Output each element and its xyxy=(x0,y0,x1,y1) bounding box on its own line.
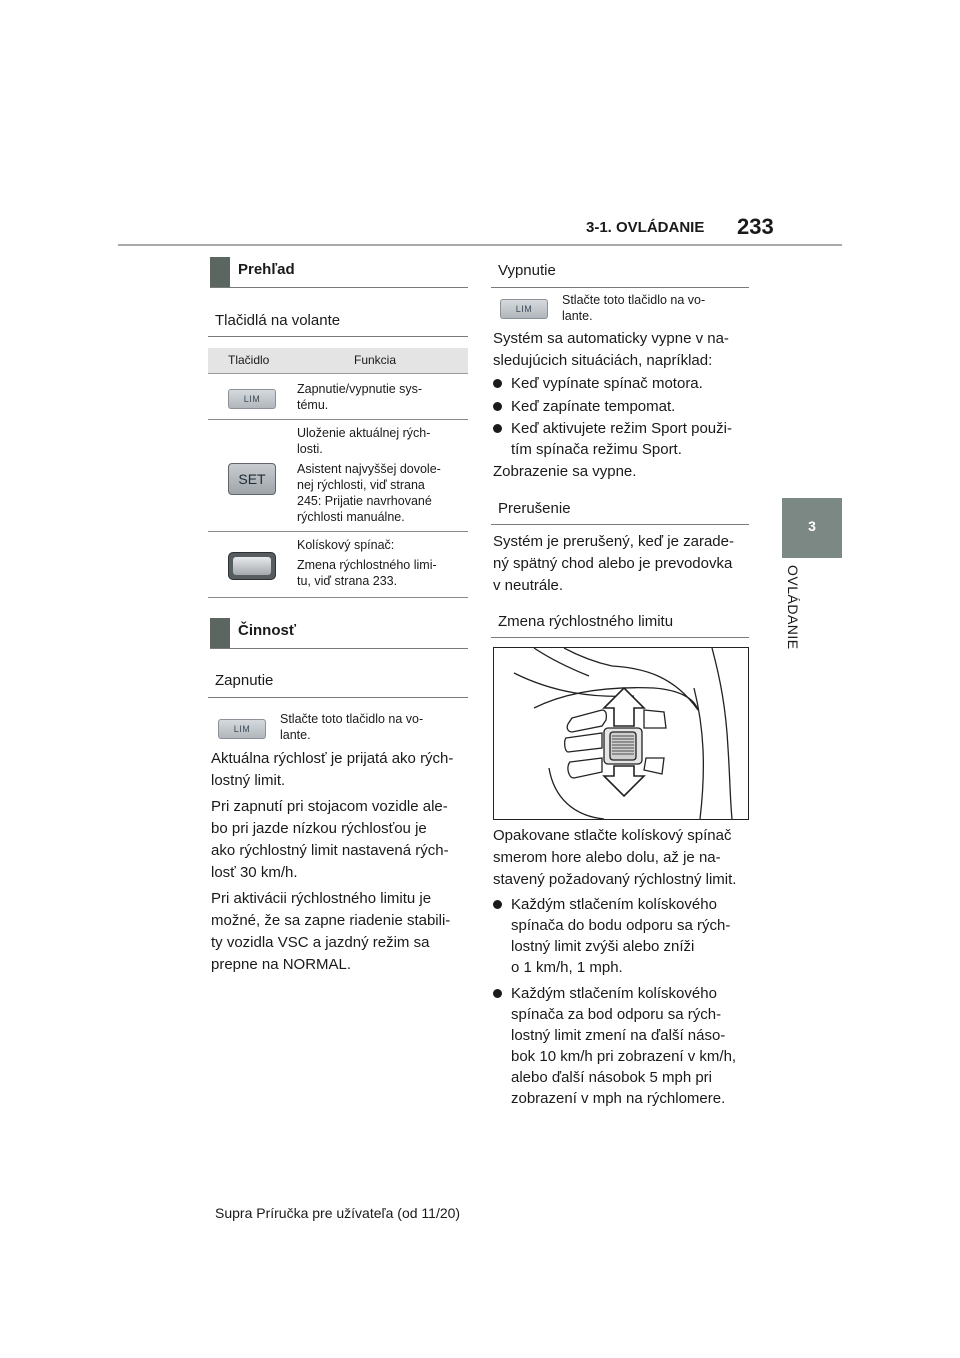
rocker-switch-icon xyxy=(228,552,276,580)
heading-cinnost-title: Činnosť xyxy=(238,622,297,639)
paragraph: Pri zapnutí pri stojacom vozidle ale- bo pri jazde nízkou rýchlosťou je ako rýchlostný limit nastavená rých- losť 30 km/h. xyxy=(211,798,449,881)
subhead-prerusenie: Prerušenie xyxy=(498,500,571,517)
section-title: 3-1. OVLÁDANIE xyxy=(586,219,705,236)
subhead-rule xyxy=(491,287,749,288)
table-bottom-rule xyxy=(208,597,468,598)
page-number: 233 xyxy=(737,214,774,239)
table-row-lim-function: Zapnutie/vypnutie sys- tému. xyxy=(297,382,423,412)
subhead-buttons: Tlačidlá na volante xyxy=(215,312,341,329)
col-header-button: Tlačidlo xyxy=(228,353,270,367)
heading-rule xyxy=(210,287,468,288)
heading-rule xyxy=(210,648,468,649)
subhead-zapnutie: Zapnutie xyxy=(215,672,274,689)
footer-text: Supra Príručka pre užívateľa (od 11/20) xyxy=(215,1205,461,1221)
steering-wheel-illustration xyxy=(493,647,749,820)
set-button-icon: SET xyxy=(228,463,276,495)
zapnutie-note: Stlačte toto tlačidlo na vo- lante. xyxy=(280,712,424,742)
list-item: Keď aktivujete režim Sport použi- tím spínača režimu Sport. xyxy=(493,418,753,460)
paragraph: Aktuálna rýchlosť je prijatá ako rých- lostný limit. xyxy=(211,750,454,789)
heading-prehlad xyxy=(210,257,468,287)
lim-button-icon: LIM xyxy=(228,389,276,409)
subhead-rule xyxy=(208,336,468,337)
chapter-label-text: OVLÁDANIE xyxy=(785,565,801,650)
heading-marker xyxy=(210,257,230,287)
subhead-rule xyxy=(491,637,749,638)
lim-button-icon: LIM xyxy=(218,719,266,739)
heading-marker xyxy=(210,618,230,648)
table-row-divider xyxy=(208,531,468,532)
col-header-function: Funkcia xyxy=(354,353,397,367)
heading-cinnost xyxy=(210,618,468,648)
vypnutie-note: Stlačte toto tlačidlo na vo- lante. xyxy=(562,293,706,323)
table-row-rocker-function: Kolískový spínač: Zmena rýchlostného limi- tu, viď strana 233. xyxy=(297,538,437,588)
subhead-zmena: Zmena rýchlostného limitu xyxy=(498,613,674,630)
lim-button-icon: LIM xyxy=(500,299,548,319)
paragraph: Zobrazenie sa vypne. xyxy=(493,463,637,480)
subhead-rule xyxy=(208,697,468,698)
table-row-divider xyxy=(208,419,468,420)
table-header xyxy=(208,348,468,374)
heading-prehlad-title: Prehľad xyxy=(238,261,295,278)
header-rule xyxy=(118,244,842,246)
steering-wheel-drawing xyxy=(494,648,748,819)
chapter-tab: 3 xyxy=(782,498,842,558)
paragraph: Pri aktivácii rýchlostného limitu je možné, že sa zapne riadenie stabili- ty vozidla VSC a jazdný režim sa prepne na NORMAL. xyxy=(211,890,451,973)
paragraph: Opakovane stlačte kolískový spínač smerom hore alebo dolu, až je na- stavený požadovaný rýchlostný limit. xyxy=(493,827,737,888)
subhead-vypnutie: Vypnutie xyxy=(498,262,556,279)
paragraph: Systém sa automaticky vypne v na- sledujúcich situáciách, napríklad: xyxy=(493,330,729,369)
list-item: Každým stlačením kolískového spínača do bodu odporu sa rých- lostný limit zvýši alebo zníži o 1 km/h, 1 mph. xyxy=(493,894,758,978)
chapter-label xyxy=(779,565,809,660)
table-row-set-function: Uloženie aktuálnej rých- losti. Asistent najvyššej dovole- nej rýchlosti, viď strana 245: Prijatie navrhované rýchlosti manuálne. xyxy=(297,426,441,524)
subhead-rule xyxy=(491,524,749,525)
list-item: Keď vypínate spínač motora. xyxy=(493,373,753,394)
list-item: Každým stlačením kolískového spínača za bod odporu sa rých- lostný limit zmení na ďalší náso- bok 10 km/h pri zobrazení v km/h, alebo ďalší násobok 5 mph pri zobrazení v mph na rýchlomere. xyxy=(493,983,758,1109)
list-item: Keď zapínate tempomat. xyxy=(493,396,753,417)
paragraph: Systém je prerušený, keď je zarade- ný spätný chod alebo je prevodovka v neutrále. xyxy=(493,533,734,594)
